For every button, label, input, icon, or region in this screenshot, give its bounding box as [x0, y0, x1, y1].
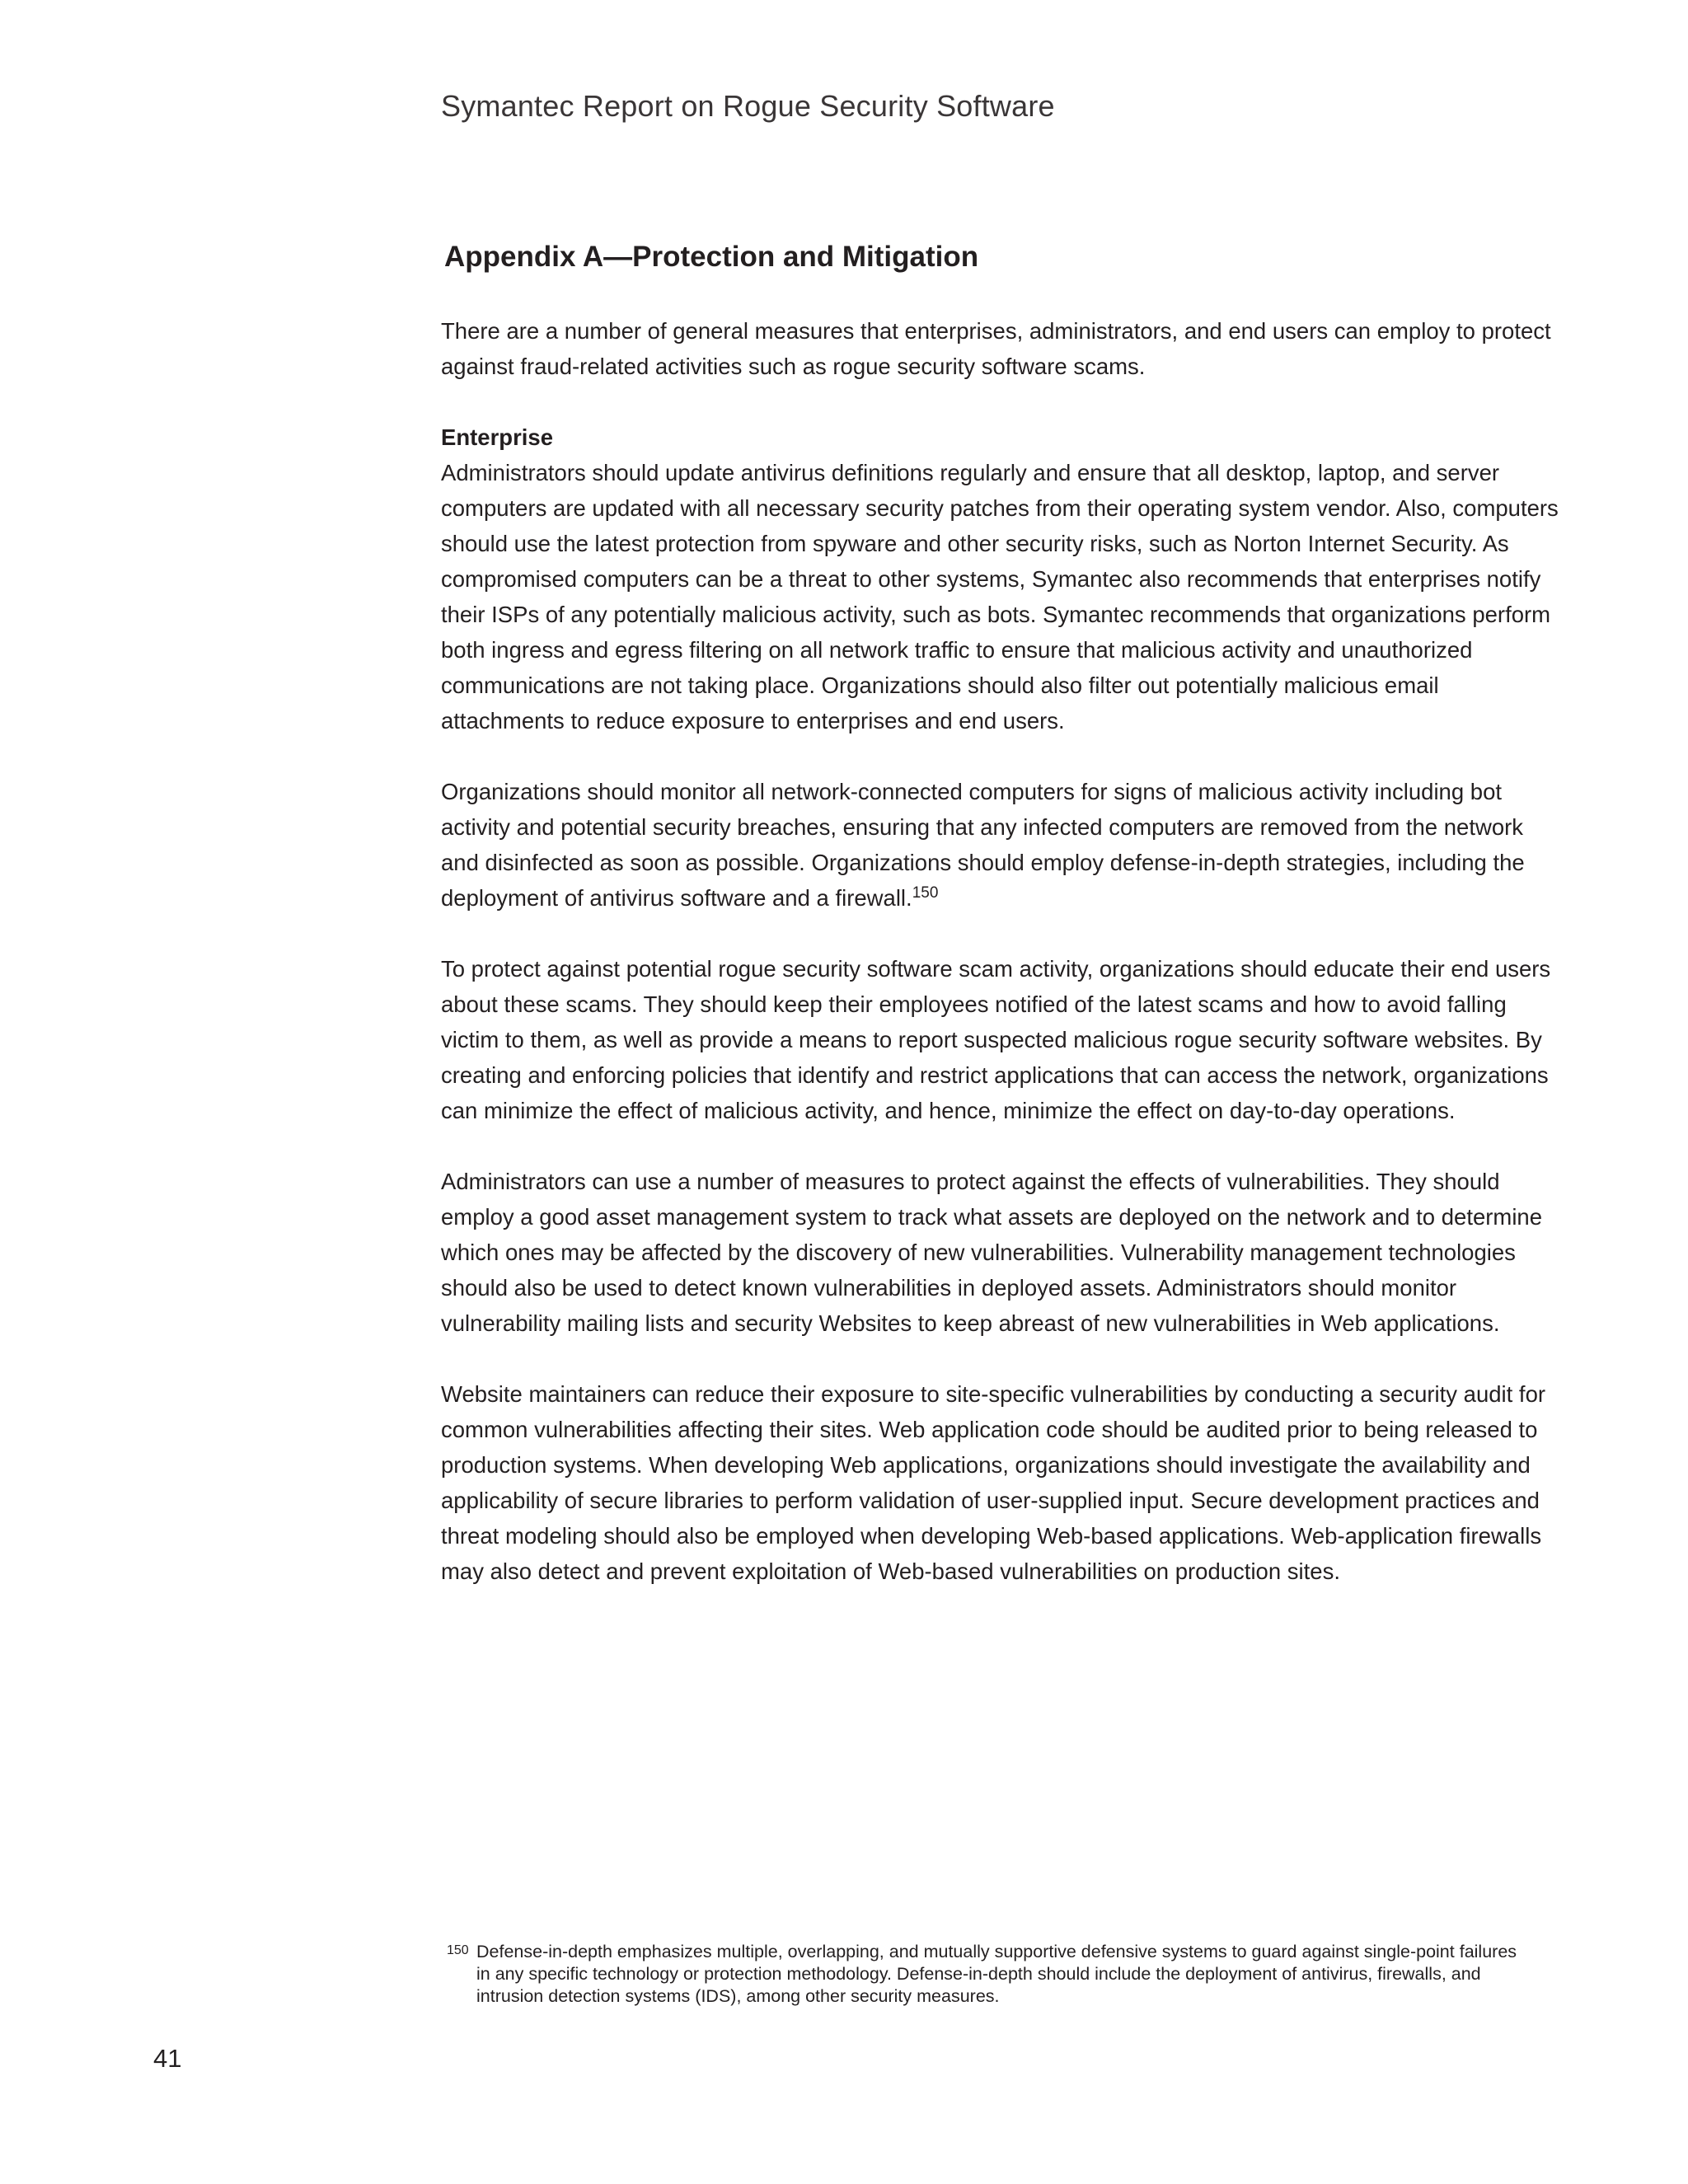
page-number: 41	[153, 2044, 182, 2073]
body-paragraph-with-footnote	[441, 774, 1562, 916]
body-paragraph: To protect against potential rogue security software scam activity, organizations should educate their end users about these scams. They should keep their employees notified of the latest scams and how to avoid falling victim to them, as well as provide a means to report suspected malicious rogue security software websites. By creating and enforcing policies that identify and restrict applications that can access the network, organizations can minimize the effect of malicious activity, and hence, minimize the effect on day-to-day operations.	[441, 956, 1551, 1123]
footnote	[447, 1941, 1543, 2008]
body-paragraph: Administrators can use a number of measures to protect against the effects of vulnerabilities. They should employ a good asset management system to track what assets are deployed on the network and to determine which ones may be affected by the discovery of new vulnerabilities. Vulnerability management technologies should also be used to detect known vulnerabilities in deployed assets. Administrators should monitor vulnerability mailing lists and security Websites to keep abreast of new vulnerabilities in Web applications.	[441, 1169, 1543, 1336]
body-paragraph-text: Organizations should monitor all network-connected computers for signs of malicious activity including bot activity and potential security breaches, ensuring that any infected computers are removed from the network and disinfected as soon as possible. Organizations should employ defense-in-depth strategies, including the deployment of antivirus software and a firewall.	[441, 779, 1525, 911]
footnote-text: Defense-in-depth emphasizes multiple, overlapping, and mutually supportive defensive systems to guard against single-point failures in any specific technology or protection methodology. Defense-in-depth should include the deployment of antivirus, firewalls, and intrusion detection systems (IDS), among other security measures.	[476, 1942, 1517, 2006]
body-paragraph: Administrators should update antivirus definitions regularly and ensure that all desktop, laptop, and server computers are updated with all necessary security patches from their operating system vendor. Also, computers should use the latest protection from spyware and other security risks, such as Norton Internet Security. As compromised computers can be a threat to other systems, Symantec also recommends that enterprises notify their ISPs of any potentially malicious activity, such as bots. Symantec recommends that organizations perform both ingress and egress filtering on all network traffic to ensure that malicious activity and unauthorized communications are not taking place. Organizations should also filter out potentially malicious email attachments to reduce exposure to enterprises and end users.	[441, 460, 1559, 733]
running-header-title: Symantec Report on Rogue Security Software	[441, 89, 1055, 123]
body-paragraph: Website maintainers can reduce their exposure to site-specific vulnerabilities by conducting a security audit for common vulnerabilities affecting their sites. Web application code should be audited prior to being released to production systems. When developing Web applications, organizations should investigate the availability and applicability of secure libraries to perform validation of user-supplied input. Secure development practices and threat modeling should also be employed when developing Web-based applications. Web-application firewalls may also detect and prevent exploitation of Web-based vulnerabilities on production sites.	[441, 1381, 1546, 1584]
footnote-reference: 150	[912, 883, 939, 902]
intro-paragraph: There are a number of general measures that enterprises, administrators, and end users can employ to protect against fraud-related activities such as rogue security software scams.	[441, 318, 1551, 379]
main-content	[441, 237, 1562, 1589]
appendix-title: Appendix A—Protection and Mitigation	[444, 241, 979, 273]
section-heading-enterprise: Enterprise	[441, 424, 554, 450]
footnote-number: 150	[447, 1943, 469, 1957]
